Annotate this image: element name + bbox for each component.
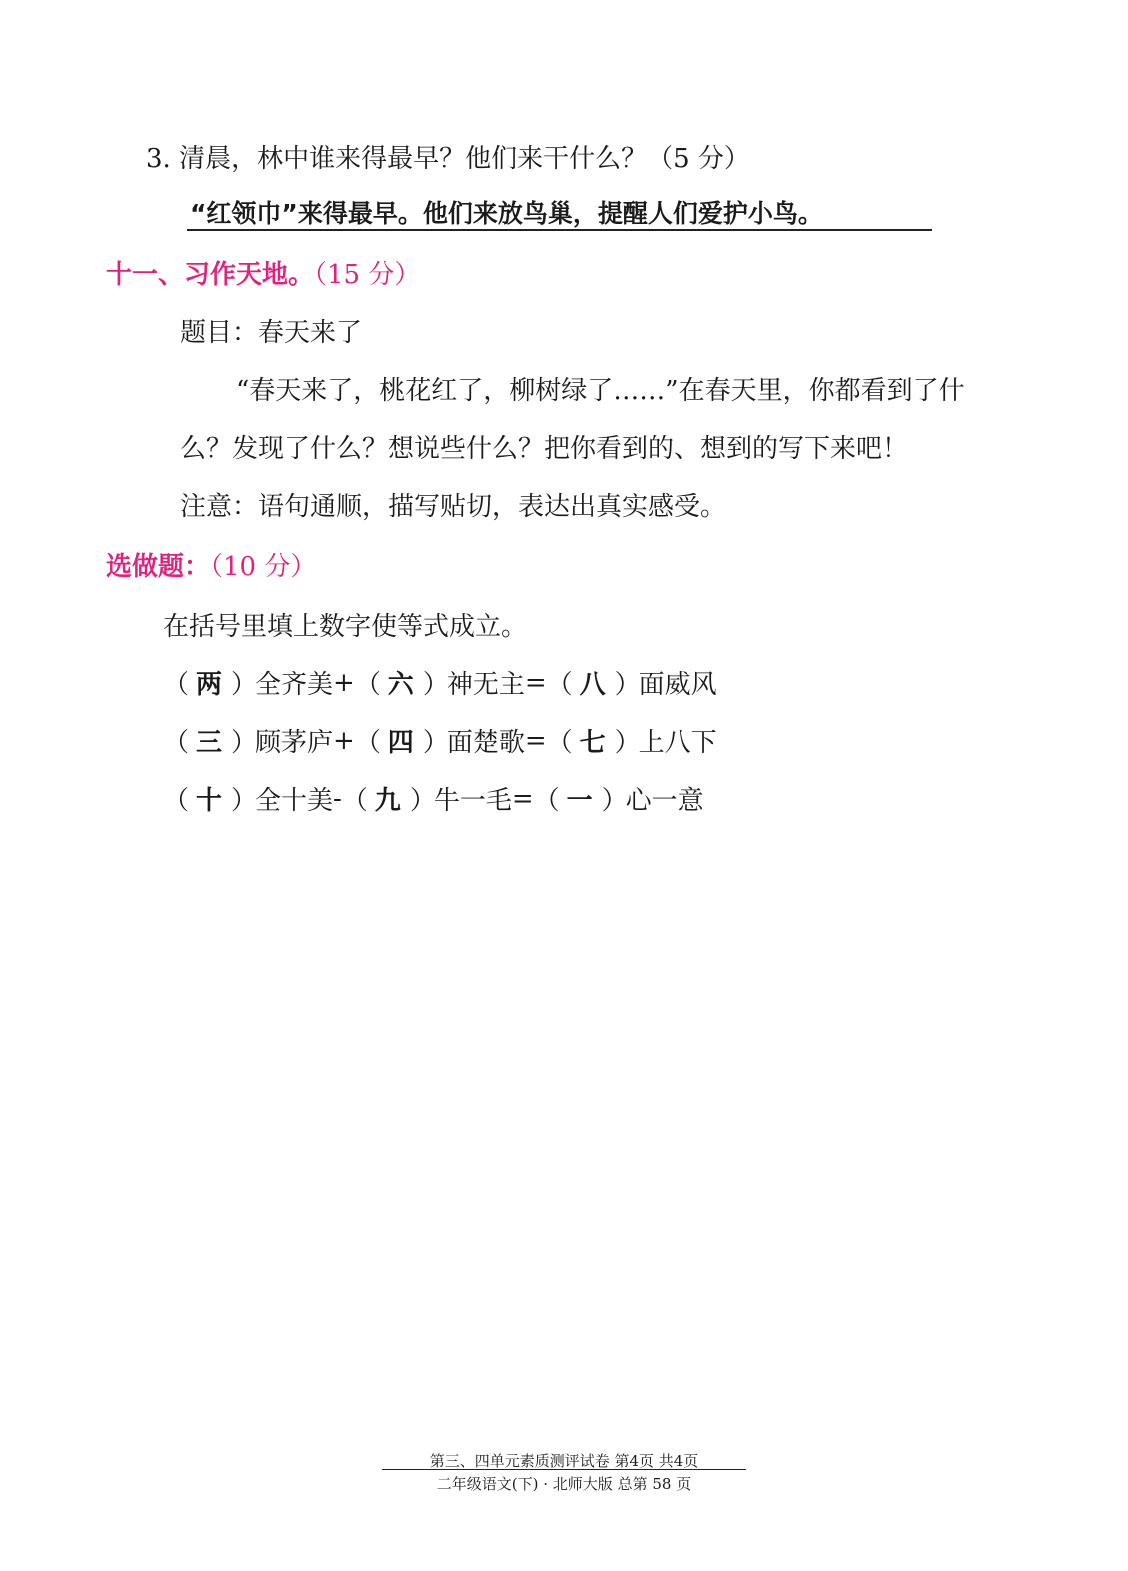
close-paren: ） — [231, 728, 258, 758]
open-paren: （ — [546, 728, 573, 758]
open-paren: （ — [354, 728, 381, 758]
section-11-points: （15 分） — [314, 260, 421, 290]
idiom-part: 上八下 — [638, 728, 717, 758]
close-paren: ） — [231, 670, 258, 700]
equation-row — [163, 722, 717, 759]
answer-blank: 三 — [195, 728, 222, 758]
close-paren: ） — [614, 670, 641, 700]
answer-blank: 七 — [579, 728, 606, 758]
open-paren: （ — [533, 786, 560, 816]
optional-heading — [106, 546, 316, 583]
open-paren: （ — [341, 786, 368, 816]
answer-blank: 八 — [579, 670, 606, 700]
close-paren: ） — [601, 786, 628, 816]
open-paren: （ — [163, 670, 190, 700]
optional-title: 选做题： — [106, 552, 211, 582]
open-paren: （ — [546, 670, 573, 700]
equals-sign: = — [524, 725, 547, 756]
operator: - — [333, 783, 342, 814]
idiom-part: 牛一毛 — [433, 786, 512, 816]
section-11-title: 十一、习作天地。 — [106, 260, 315, 290]
close-paren: ） — [409, 786, 436, 816]
answer-blank: 六 — [387, 670, 414, 700]
answer-blank: 两 — [195, 670, 222, 700]
equation-row — [163, 664, 717, 701]
footer-exam-info: 第三、四单元素质测评试卷 第4页 共4页 — [429, 1452, 699, 1470]
close-paren: ） — [422, 728, 449, 758]
close-paren: ） — [422, 670, 449, 700]
essay-topic: 题目：春天来了 — [180, 318, 363, 348]
idiom-part: 心一意 — [625, 786, 704, 816]
equation-row — [163, 780, 704, 817]
essay-prompt-line-1: “春天来了，桃花红了，柳树绿了……”在春天里，你都看到了什 — [236, 376, 965, 406]
close-paren: ） — [614, 728, 641, 758]
answer-blank: 一 — [566, 786, 593, 816]
equals-sign: = — [511, 783, 534, 814]
close-paren: ） — [231, 786, 258, 816]
idiom-part: 全十美 — [255, 786, 334, 816]
open-paren: （ — [163, 786, 190, 816]
essay-note: 注意：语句通顺，描写贴切，表达出真实感受。 — [180, 492, 727, 522]
operator: + — [333, 667, 355, 698]
open-paren: （ — [163, 728, 190, 758]
section-11-heading — [106, 254, 420, 291]
idiom-part: 神无主 — [446, 670, 525, 700]
footer-book-info: 二年级语文(下) · 北师大版 总第 58 页 — [436, 1475, 692, 1493]
idiom-part: 面楚歌 — [446, 728, 525, 758]
question-3-answer: “红领巾”来得最早。他们来放鸟巢，提醒人们爱护小鸟。 — [190, 199, 823, 228]
answer-blank: 四 — [387, 728, 414, 758]
footer-divider — [382, 1469, 746, 1470]
answer-blank: 九 — [374, 786, 401, 816]
optional-points: （10 分） — [210, 552, 317, 582]
idiom-part: 全齐美 — [255, 670, 334, 700]
open-paren: （ — [354, 670, 381, 700]
essay-prompt-line-2: 么？发现了什么？想说些什么？把你看到的、想到的写下来吧！ — [180, 434, 909, 464]
operator: + — [333, 725, 355, 756]
idiom-part: 面威风 — [638, 670, 717, 700]
question-3-prompt: 3. 清晨，林中谁来得最早？他们来干什么？（5 分） — [146, 144, 750, 174]
idiom-part: 顾茅庐 — [255, 728, 334, 758]
equals-sign: = — [524, 667, 547, 698]
optional-instruction: 在括号里填上数字使等式成立。 — [163, 612, 528, 642]
answer-blank: 十 — [195, 786, 222, 816]
